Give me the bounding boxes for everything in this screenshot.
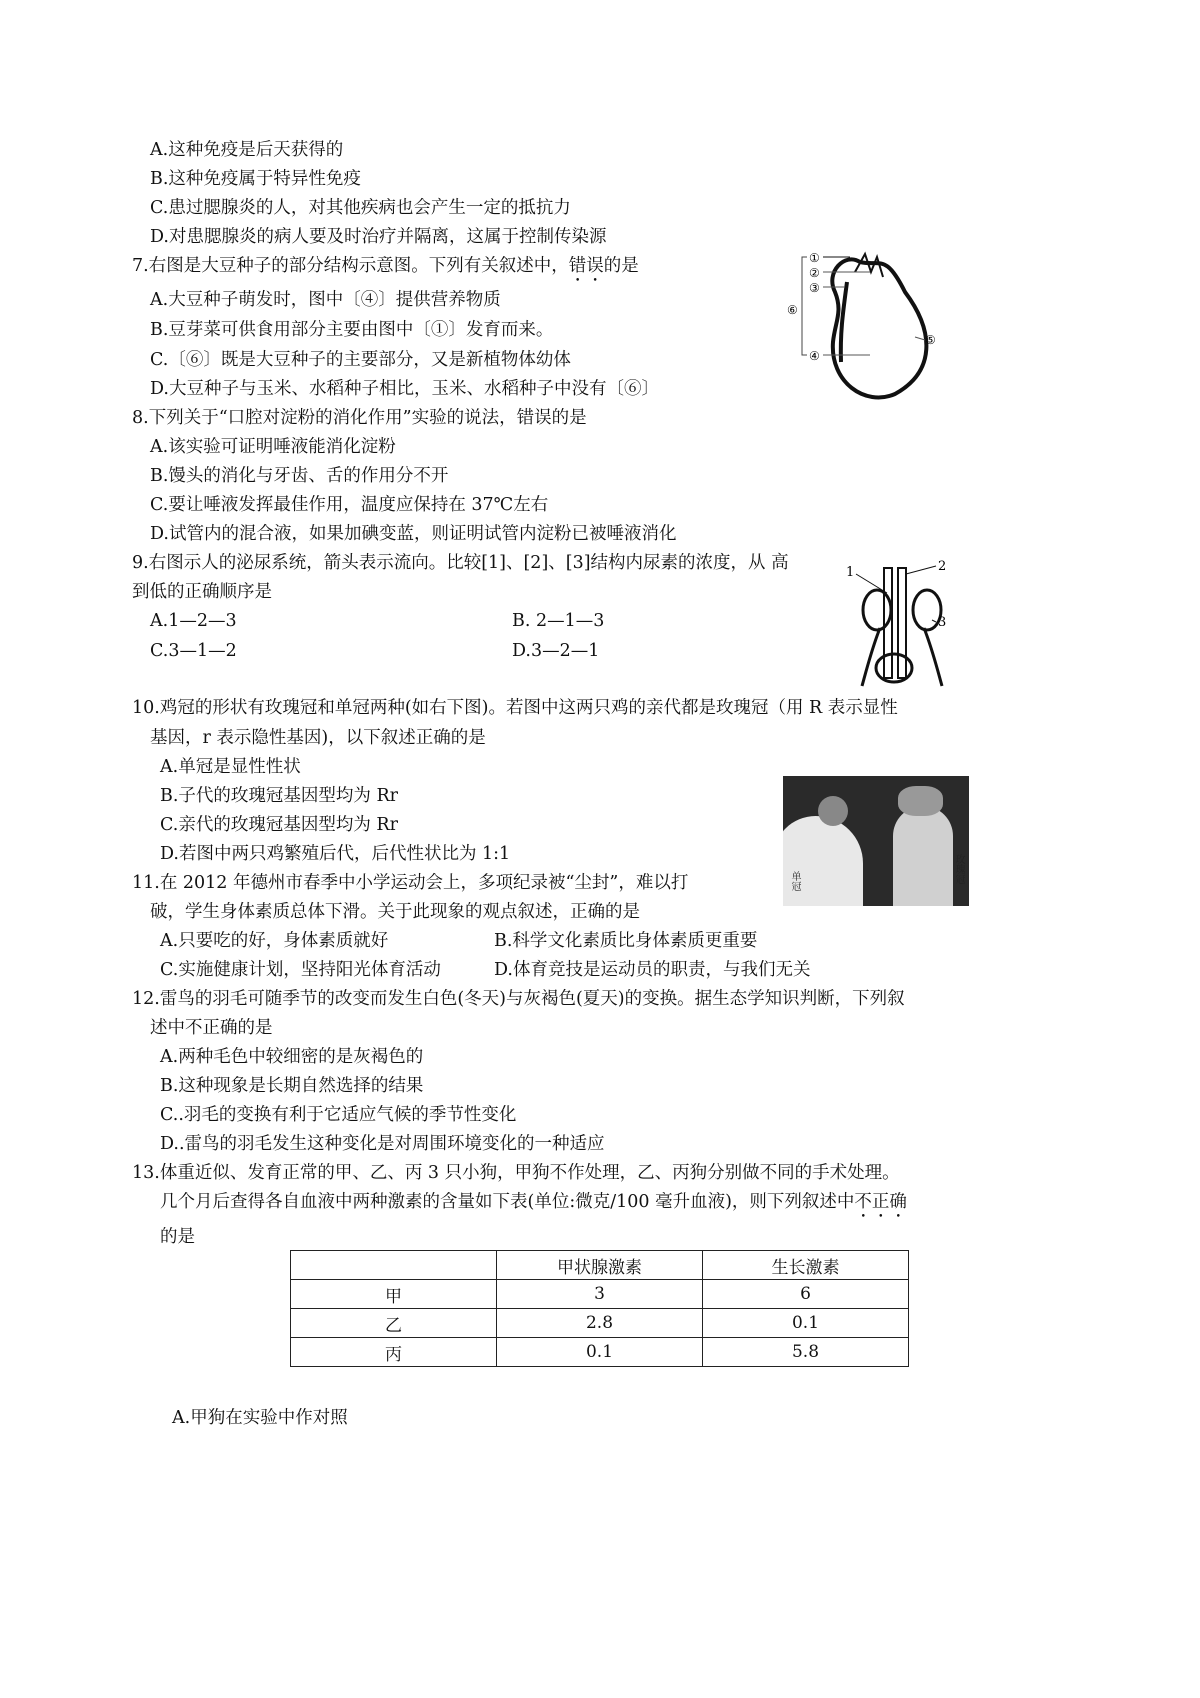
q13-stem-tail: 的是 (160, 1227, 195, 1247)
table-cell: 2.8 (497, 1309, 703, 1338)
q8-option-c: C.要让唾液发挥最佳作用，温度应保持在 37℃左右 (150, 495, 549, 515)
q10-stem: 10.鸡冠的形状有玫瑰冠和单冠两种(如右下图)。若图中这两只鸡的亲代都是玫瑰冠（用 R 表示显性 (132, 698, 898, 718)
q7-stem-tail: 的是 (603, 256, 639, 276)
q8-option-b: B.馒头的消化与牙齿、舌的作用分不开 (150, 466, 449, 486)
chicken-photo (783, 776, 969, 906)
q11-stem-cont: 破，学生身体素质总体下滑。关于此现象的观点叙述，正确的是 (150, 902, 640, 922)
q11-option-c: C.实施健康计划，坚持阳光体育活动 (160, 960, 441, 980)
q13-stem: 13.体重近似、发育正常的甲、乙、丙 3 只小狗，甲狗不作处理，乙、丙狗分别做不同的手术处理。 (132, 1163, 900, 1183)
q12-stem: 12.雷鸟的羽毛可随季节的改变而发生白色(冬天)与灰褐色(夏天)的变换。据生态学知识判断，下列叙 (132, 989, 905, 1009)
table-cell: 5.8 (703, 1338, 909, 1367)
label-6: ⑥ (787, 303, 798, 317)
q8-option-a: A.该实验可证明唾液能消化淀粉 (150, 437, 396, 457)
table-cell: 0.1 (497, 1338, 703, 1367)
q8-option-d: D.试管内的混合液，如果加碘变蓝，则证明试管内淀粉已被唾液消化 (150, 524, 677, 544)
q10-option-a: A.单冠是显性性状 (160, 757, 301, 777)
q13-stem-cont (160, 1191, 907, 1222)
header-cell (291, 1251, 497, 1280)
q7-option-c: C.〔⑥〕既是大豆种子的主要部分，又是新植物体幼体 (150, 350, 571, 370)
label-1: 1 (846, 565, 855, 580)
q9-option-c: C.3—1—2 (150, 641, 237, 661)
q11-stem: 11.在 2012 年德州市春季中小学运动会上，多项纪录被“尘封”，难以打 (132, 873, 689, 893)
q8-stem: 8.下列关于“口腔对淀粉的消化作用”实验的说法，错误的是 (132, 408, 587, 428)
table-cell: 丙 (291, 1338, 497, 1367)
q9-stem: 9.右图示人的泌尿系统，箭头表示流向。比较[1]、[2]、[3]结构内尿素的浓度，从 高 (132, 553, 789, 573)
q13-stem-text: 几个月后查得各自血液中两种激素的含量如下表(单位:微克/100 毫升血液)，则下列叙述中 (160, 1192, 855, 1212)
hormone-table (290, 1250, 909, 1367)
q11-option-d: D.体育竞技是运动员的职责，与我们无关 (494, 960, 811, 980)
header-cell: 甲状腺激素 (497, 1251, 703, 1280)
q13-emphasis: 不正确 (854, 1192, 907, 1212)
label-2: ② (809, 266, 820, 280)
table-cell: 0.1 (703, 1309, 909, 1338)
q7-option-d: D.大豆种子与玉米、水稻种子相比，玉米、水稻种子中没有〔⑥〕 (150, 379, 659, 399)
table-cell: 3 (497, 1280, 703, 1309)
soybean-seed-figure (785, 232, 945, 404)
q9-option-a: A.1—2—3 (150, 611, 237, 631)
q9-option-b: B. 2—1—3 (512, 611, 605, 631)
table-cell: 6 (703, 1280, 909, 1309)
table-row (291, 1309, 909, 1338)
q11-option-b: B.科学文化素质比身体素质更重要 (494, 931, 758, 951)
label-3: ③ (809, 281, 820, 295)
label-2: 2 (938, 559, 947, 574)
q12-option-a: A.两种毛色中较细密的是灰褐色的 (160, 1047, 424, 1067)
q12-option-c: C..羽毛的变换有利于它适应气候的季节性变化 (160, 1105, 517, 1125)
q13-option-a: A.甲狗在实验中作对照 (172, 1408, 348, 1428)
table-row (291, 1338, 909, 1367)
label-rose-comb: 玫瑰冠 (953, 854, 964, 884)
q6-option-a: A.这种免疫是后天获得的 (150, 140, 344, 160)
table-cell: 乙 (291, 1309, 497, 1338)
q10-option-b: B.子代的玫瑰冠基因型均为 Rr (160, 786, 399, 806)
label-3: 3 (938, 615, 947, 630)
q12-option-b: B.这种现象是长期自然选择的结果 (160, 1076, 424, 1096)
q6-option-b: B.这种免疫属于特异性免疫 (150, 169, 361, 189)
header-cell: 生长激素 (703, 1251, 909, 1280)
q9-stem-cont: 到低的正确顺序是 (132, 582, 272, 602)
q12-stem-cont: 述中不正确的是 (150, 1018, 273, 1038)
q10-stem-cont: 基因，r 表示隐性基因)，以下叙述正确的是 (150, 728, 486, 748)
q9-option-d: D.3—2—1 (512, 641, 600, 661)
urinary-system-figure (842, 548, 962, 688)
label-5: ⑤ (925, 333, 936, 347)
q7-stem-text: 7.右图是大豆种子的部分结构示意图。下列有关叙述中， (132, 256, 569, 276)
q10-option-c: C.亲代的玫瑰冠基因型均为 Rr (160, 815, 398, 835)
q10-option-d: D.若图中两只鸡繁殖后代，后代性状比为 1:1 (160, 844, 511, 864)
q6-option-c: C.患过腮腺炎的人，对其他疾病也会产生一定的抵抗力 (150, 198, 571, 218)
label-4: ④ (809, 349, 820, 363)
label-single-comb: 单冠 (789, 871, 800, 891)
q7-option-a: A.大豆种子萌发时，图中〔④〕提供营养物质 (150, 290, 501, 310)
table-row (291, 1280, 909, 1309)
q7-option-b: B.豆芽菜可供食用部分主要由图中〔①〕发育而来。 (150, 320, 554, 340)
label-1: ① (809, 251, 820, 265)
q11-option-a: A.只要吃的好，身体素质就好 (160, 931, 389, 951)
q6-option-d: D.对患腮腺炎的病人要及时治疗并隔离，这属于控制传染源 (150, 227, 607, 247)
table-header-row (291, 1251, 909, 1280)
q12-option-d: D..雷鸟的羽毛发生这种变化是对周围环境变化的一种适应 (160, 1134, 605, 1154)
q7-emphasis: 错误 (568, 256, 604, 276)
table-cell: 甲 (291, 1280, 497, 1309)
q7-stem (132, 255, 639, 286)
